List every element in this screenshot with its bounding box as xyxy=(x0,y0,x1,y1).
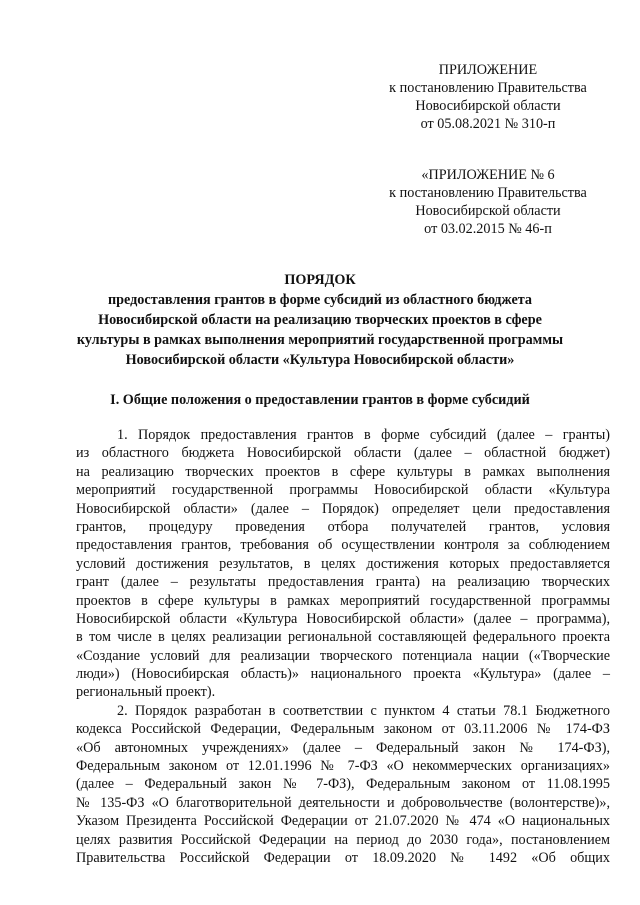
text-line: грант (далее – результаты предоставления гранта) на реализацию творческих xyxy=(76,574,610,591)
paragraph-1 xyxy=(76,426,610,702)
text-line: мероприятий государственной программы Новосибирской области «Культура xyxy=(76,482,610,499)
approval-line: Новосибирской области xyxy=(415,98,561,114)
text-line: проектов в сфере культуры в рамках мероприятий государственной программы xyxy=(76,592,610,609)
approval-heading: ПРИЛОЖЕНИЕ xyxy=(438,62,538,78)
approval-line: Новосибирской области xyxy=(415,203,561,219)
title-heading: ПОРЯДОК xyxy=(284,272,356,288)
text-line: грантов, процедуру проведения отбора получателей грантов, условия xyxy=(76,518,610,535)
text-line: Новосибирской области» (далее – Порядок) определяет цели предоставления xyxy=(76,500,610,517)
text-line: «Создание условий для реализации творческого потенциала нации («Творческие xyxy=(76,647,610,664)
title-line: культуры в рамках выполнения мероприятий государственной программы xyxy=(76,332,564,348)
approval-date-number: от 03.02.2015 № 46-п xyxy=(424,221,552,237)
approval-line: к постановлению Правительства xyxy=(389,185,587,201)
approval-heading: «ПРИЛОЖЕНИЕ № 6 xyxy=(421,167,555,183)
approval-date-number: от 05.08.2021 № 310-п xyxy=(420,116,556,132)
section-heading: I. Общие положения о предоставлении грантов в форме субсидий xyxy=(110,392,530,408)
text-line: Указом Президента Российской Федерации от 21.07.2020 № 474 «О национальных xyxy=(76,813,610,830)
text-line: на реализацию творческих проектов в сфере культуры в рамках выполнения xyxy=(76,463,610,480)
text-line: люди») (Новосибирская область)» национального проекта «Культура» (далее – xyxy=(76,666,610,683)
approval-stamp-current xyxy=(388,61,588,133)
approval-line: к постановлению Правительства xyxy=(389,80,587,96)
text-line: 2. Порядок разработан в соответствии с пунктом 4 статьи 78.1 Бюджетного xyxy=(117,702,610,719)
title-line: предоставления грантов в форме субсидий из областного бюджета xyxy=(107,292,533,308)
text-line: целях развития Российской Федерации на период до 2030 года», постановлением xyxy=(76,831,610,848)
document-title xyxy=(70,270,570,370)
text-line: предоставления грантов, требования об осуществлении контроля за соблюдением xyxy=(76,537,610,554)
text-line: условий достижения результатов, в целях достижения которых предоставляется xyxy=(76,555,610,572)
text-line: в том числе в целях реализации региональной составляющей федерального проекта xyxy=(76,629,610,646)
title-line: Новосибирской области «Культура Новосибирской области» xyxy=(125,352,515,368)
text-line: Правительства Российской Федерации от 18.09.2020 № 1492 «Об общих xyxy=(76,849,610,866)
text-line: 1. Порядок предоставления грантов в форме субсидий (далее – гранты) xyxy=(117,427,610,443)
text-line: региональный проект). xyxy=(76,684,216,701)
text-line: (далее – Федеральный закон № 7-ФЗ), Федеральным законом от 11.08.1995 xyxy=(76,776,610,793)
title-line: Новосибирской области на реализацию творческих проектов в сфере xyxy=(98,312,542,328)
text-line: Федеральным законом от 12.01.1996 № 7-ФЗ «О некоммерческих организациях» xyxy=(76,758,610,775)
text-line: Новосибирской области «Культура Новосибирской области» (далее – программа), xyxy=(76,610,610,627)
approval-stamp-previous xyxy=(388,166,588,238)
text-line: «Об автономных учреждениях» (далее – Федеральный закон № 174-ФЗ), xyxy=(76,739,610,756)
paragraph-2 xyxy=(76,702,610,868)
text-line: кодекса Российской Федерации, Федеральным законом от 03.11.2006 № 174-ФЗ xyxy=(76,721,610,738)
body-text xyxy=(76,426,610,867)
text-line: № 135-ФЗ «О благотворительной деятельности и добровольчестве (волонтерстве)», xyxy=(76,794,610,811)
text-line: из областного бюджета Новосибирской области (далее – областной бюджет) xyxy=(76,445,610,462)
